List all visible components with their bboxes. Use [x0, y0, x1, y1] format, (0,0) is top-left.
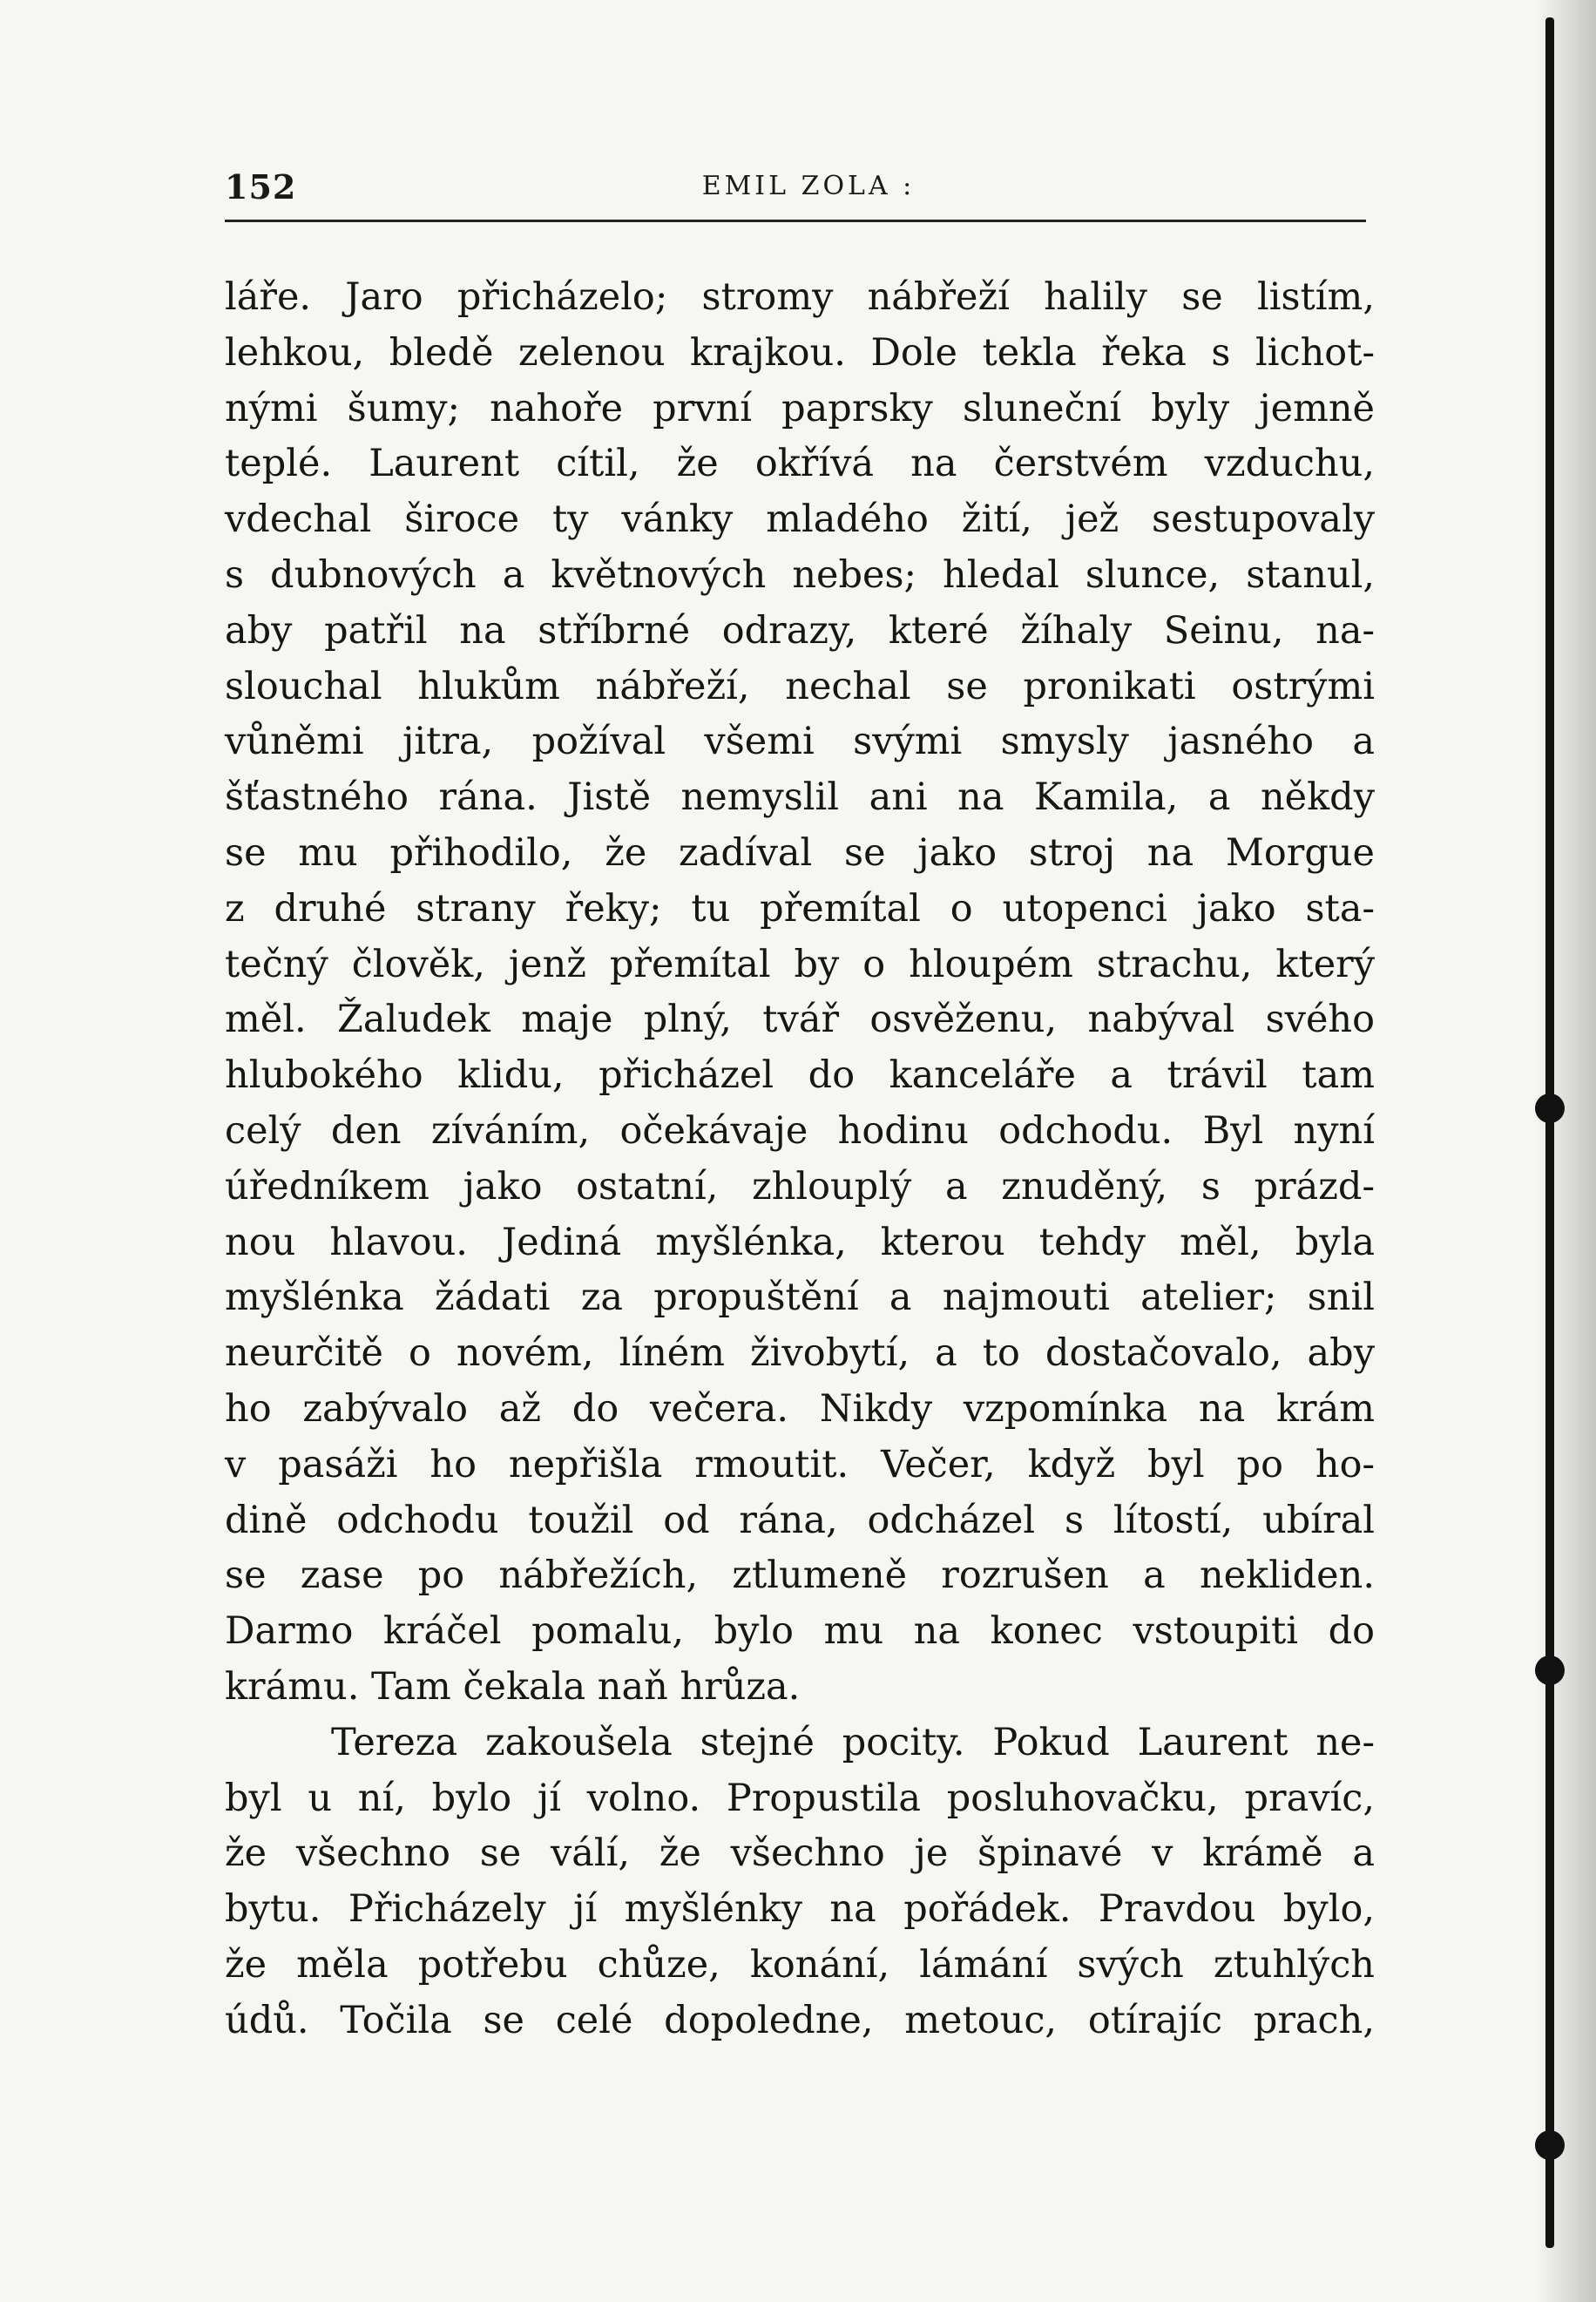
text-line: byl u ní, bylo jí volno. Propustila posluhovačku, pravíc, — [225, 1776, 1375, 1820]
text-line: šťastného rána. Jistě nemyslil ani na Kamila, a někdy — [225, 775, 1375, 820]
text-line: úředníkem jako ostatní, zhlouplý a znuděný, s prázd- — [225, 1164, 1375, 1209]
running-title: EMIL ZOLA : — [701, 171, 916, 201]
text-line: se zase po nábřežích, ztlumeně rozrušen a nekliden. — [225, 1554, 1375, 1598]
text-line: myšlénka žádati za propuštění a najmouti atelier; snil — [225, 1276, 1375, 1320]
binding-mark — [1535, 1655, 1565, 1685]
text-line: Darmo kráčel pomalu, bylo mu na konec vstoupiti do — [225, 1609, 1375, 1654]
text-line: že měla potřebu chůze, konání, lámání svých ztuhlých — [225, 1942, 1375, 1987]
binding-mark — [1535, 2130, 1565, 2160]
text-line: celý den zíváním, očekávaje hodinu odchodu. Byl nyní — [225, 1108, 1375, 1153]
page-number: 152 — [225, 167, 297, 207]
text-line: vůněmi jitra, požíval všemi svými smysly jasného a — [225, 720, 1375, 764]
text-line-paragraph-end: krámu. Tam čekala naň hrůza. — [225, 1664, 801, 1709]
text-line: teplé. Laurent cítil, že okřívá na čerstvém vzduchu, — [225, 442, 1375, 486]
text-line: lehkou, bledě zelenou krajkou. Dole tekla řeka s lichot- — [225, 330, 1375, 375]
text-line: láře. Jaro přicházelo; stromy nábřeží halily se listím, — [225, 275, 1375, 319]
text-line: aby patřil na stříbrné odrazy, které žíhaly Seinu, na- — [225, 608, 1375, 653]
text-line: údů. Točila se celé dopoledne, metouc, otírajíc prach, — [225, 1998, 1375, 2042]
text-line: vdechal široce ty vánky mladého žití, jež sestupovaly — [225, 498, 1375, 542]
text-line: z druhé strany řeky; tu přemítal o utopenci jako sta- — [225, 886, 1375, 931]
text-line: dině odchodu toužil od rána, odcházel s lítostí, ubíral — [225, 1498, 1375, 1542]
text-line: s dubnových a květnových nebes; hledal slunce, stanul, — [225, 552, 1375, 597]
text-line: se mu přihodilo, že zadíval se jako stroj na Morgue — [225, 830, 1375, 875]
binding-mark — [1535, 1093, 1565, 1123]
text-line: neurčitě o novém, líném živobytí, a to dostačovalo, aby — [225, 1331, 1375, 1376]
text-line: nou hlavou. Jediná myšlénka, kterou tehdy měl, byla — [225, 1220, 1375, 1264]
text-line: tečný člověk, jenž přemítal by o hloupém strachu, který — [225, 942, 1375, 986]
text-line: bytu. Přicházely jí myšlénky na pořádek. Pravdou bylo, — [225, 1887, 1375, 1932]
book-binding-edge — [1545, 17, 1554, 2248]
body-text — [225, 270, 1375, 2049]
text-line: měl. Žaludek maje plný, tvář osvěženu, nabýval svého — [225, 998, 1375, 1042]
page-header — [225, 166, 1366, 222]
page-gutter-shadow — [1535, 0, 1596, 2302]
text-line: že všechno se válí, že všechno je špinavé v krámě a — [225, 1831, 1375, 1876]
text-line: ho zabývalo až do večera. Nikdy vzpomínka na krám — [225, 1386, 1375, 1431]
text-line: hlubokého klidu, přicházel do kanceláře a trávil tam — [225, 1053, 1375, 1098]
text-line: v pasáži ho nepřišla rmoutit. Večer, když byl po ho- — [225, 1442, 1375, 1486]
text-line-paragraph-start: Tereza zakoušela stejné pocity. Pokud Laurent ne- — [331, 1720, 1375, 1764]
text-line: slouchal hlukům nábřeží, nechal se pronikati ostrými — [225, 664, 1375, 708]
text-line: nými šumy; nahoře první paprsky sluneční byly jemně — [225, 386, 1375, 430]
